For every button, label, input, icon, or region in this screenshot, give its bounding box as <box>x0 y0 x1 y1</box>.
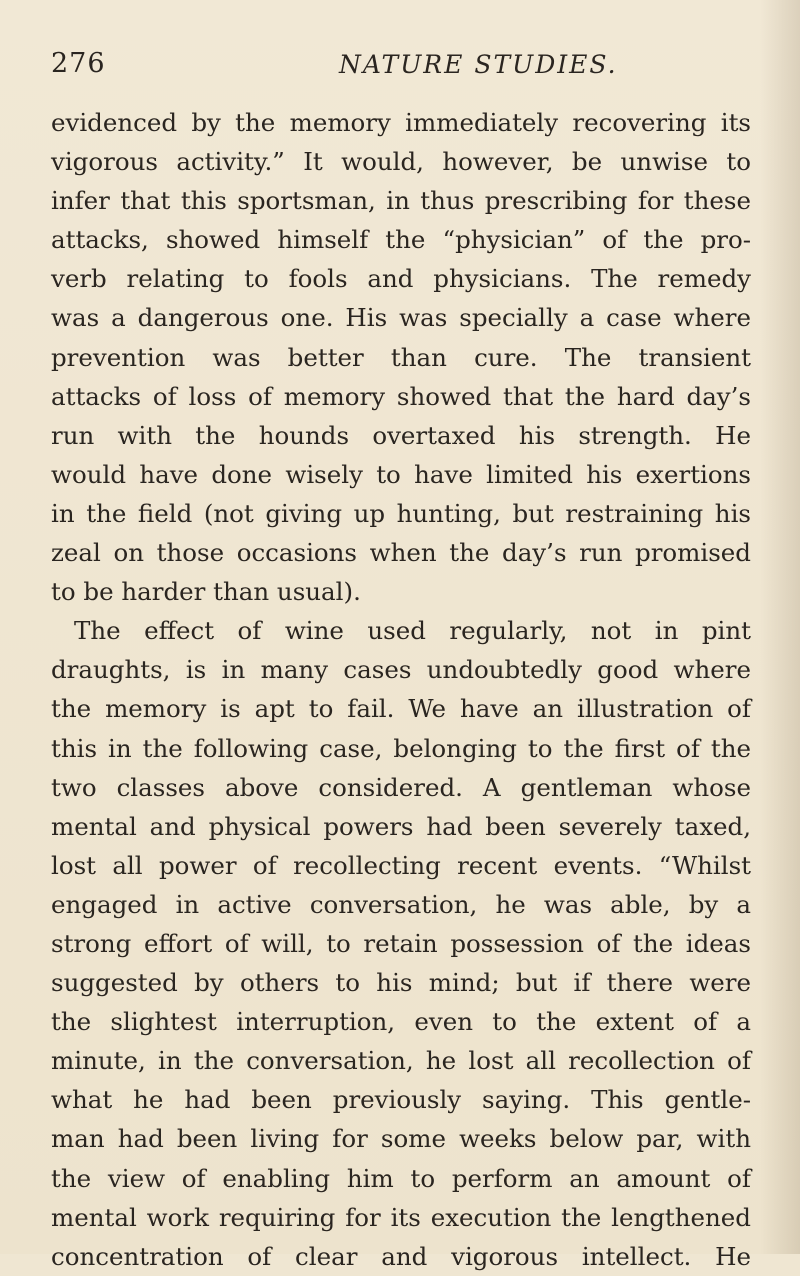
page-header <box>51 48 618 88</box>
text-line: lost all power of recollecting recent events. “Whilst <box>51 850 751 880</box>
text-line: strong effort of will, to retain possession of the ideas <box>51 928 751 958</box>
text-line: would have done wisely to have limited his exertions <box>51 459 751 489</box>
text-line: vigorous activity.” It would, however, be unwise to <box>51 147 751 177</box>
text-line: the memory is apt to fail. We have an illustration of <box>51 694 751 724</box>
text-line: attacks, showed himself the “physician” of the pro- <box>51 225 751 255</box>
text-line: the view of enabling him to perform an amount of <box>51 1163 751 1193</box>
text-line: attacks of loss of memory showed that the hard day’s <box>51 381 751 411</box>
text-line: engaged in active conversation, he was able, by a <box>51 889 751 919</box>
text-line: in the field (not giving up hunting, but restraining his <box>51 498 751 528</box>
text-line: minute, in the conversation, he lost all recollection of <box>51 1046 751 1076</box>
text-line: the slightest interruption, even to the extent of a <box>51 1007 751 1037</box>
text-line: zeal on those occasions when the day’s run promised <box>51 538 751 568</box>
page-number: 276 <box>51 48 106 79</box>
text-line: evidenced by the memory immediately recovering its <box>51 108 751 137</box>
text-line: suggested by others to his mind; but if there were <box>51 968 751 998</box>
text-line: concentration of clear and vigorous intellect. He <box>51 1241 751 1271</box>
text-line: two classes above considered. A gentleman whose <box>51 772 751 802</box>
text-line: mental and physical powers had been severely taxed, <box>51 811 751 841</box>
paragraph-end-line: to be harder than usual). <box>51 577 361 607</box>
text-line: was a dangerous one. His was specially a case where <box>51 303 751 333</box>
text-line: draughts, is in many cases undoubtedly good where <box>51 655 751 685</box>
body-text <box>51 103 751 1276</box>
paragraph-start-line: The effect of wine used regularly, not in pint <box>74 616 751 646</box>
text-line: this in the following case, belonging to the first of the <box>51 733 751 763</box>
text-line: prevention was better than cure. The transient <box>51 342 751 372</box>
text-line: what he had been previously saying. This gentle- <box>51 1085 751 1115</box>
running-head: NATURE STUDIES. <box>339 50 618 79</box>
text-line: infer that this sportsman, in thus prescribing for these <box>51 186 751 216</box>
text-line: verb relating to fools and physicians. The remedy <box>51 264 751 294</box>
text-line: mental work requiring for its execution the lengthened <box>51 1202 751 1232</box>
text-line: run with the hounds overtaxed his strength. He <box>51 420 751 450</box>
text-line: man had been living for some weeks below par, with <box>51 1124 751 1154</box>
